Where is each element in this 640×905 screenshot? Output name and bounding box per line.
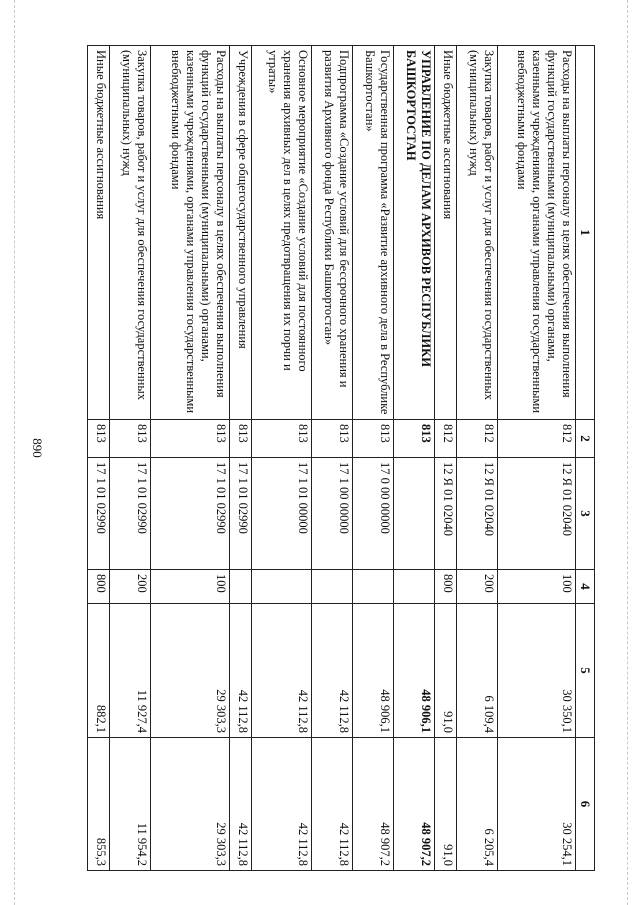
cell-ministry: 813 — [229, 420, 251, 458]
cell-ministry: 813 — [151, 420, 229, 458]
cell-vid: 200 — [457, 570, 498, 604]
cell-sum1: 29 303,3 — [151, 604, 229, 738]
cell-ministry: 813 — [311, 420, 352, 458]
table-row — [252, 46, 312, 871]
cell-ministry: 813 — [110, 420, 151, 458]
cell-sum1: 30 350,1 — [498, 604, 576, 738]
header-cell-vid: 4 — [576, 570, 595, 604]
cell-target: 12 Я 01 02040 — [434, 458, 456, 570]
cell-sum2: 48 907,2 — [352, 738, 393, 871]
cell-sum1: 42 112,8 — [311, 604, 352, 738]
cell-name: Учреждения в сфере общегосударственного управления — [229, 46, 251, 420]
cell-sum2: 48 907,2 — [393, 738, 434, 871]
header-cell-target: 3 — [576, 458, 595, 570]
cell-sum2: 42 112,8 — [311, 738, 352, 871]
cell-target — [393, 458, 434, 570]
cell-ministry: 813 — [393, 420, 434, 458]
table-row — [151, 46, 229, 871]
cell-name: Расходы на выплаты персоналу в целях обеспечения выполнения функций государственными (муниципальными) органами, казенными учреждениями, органами управления государственными внебюджетными фондами — [151, 46, 229, 420]
table-row — [498, 46, 576, 871]
cell-vid: 100 — [498, 570, 576, 604]
table-row — [352, 46, 393, 871]
cell-ministry: 813 — [352, 420, 393, 458]
cell-sum1: 48 906,1 — [393, 604, 434, 738]
cell-target: 17 0 00 00000 — [352, 458, 393, 570]
cell-name: УПРАВЛЕНИЕ ПО ДЕЛАМ АРХИВОВ РЕСПУБЛИКИ БАШКОРТОСТАН — [393, 46, 434, 420]
cell-sum1: 11 927,4 — [110, 604, 151, 738]
page-number: 890 — [30, 438, 45, 458]
cell-target: 17 1 01 02990 — [229, 458, 251, 570]
cell-sum1: 42 112,8 — [229, 604, 251, 738]
table-row — [229, 46, 251, 871]
table-row — [434, 46, 456, 871]
cell-vid — [252, 570, 312, 604]
budget-table — [87, 45, 595, 871]
table-row — [457, 46, 498, 871]
cell-target: 12 Я 01 02040 — [457, 458, 498, 570]
cell-vid — [311, 570, 352, 604]
cell-sum2: 42 112,8 — [229, 738, 251, 871]
cell-target: 17 1 01 02990 — [88, 458, 110, 570]
cell-sum1: 882,1 — [88, 604, 110, 738]
cell-vid — [229, 570, 251, 604]
cell-name: Государственная программа «Развитие архивного дела в Республике Башкортостан» — [352, 46, 393, 420]
cell-vid: 200 — [110, 570, 151, 604]
cell-ministry: 813 — [88, 420, 110, 458]
cell-sum2: 11 954,2 — [110, 738, 151, 871]
cell-target: 12 Я 01 02040 — [498, 458, 576, 570]
cell-target: 17 1 01 02990 — [110, 458, 151, 570]
cell-vid: 100 — [151, 570, 229, 604]
header-cell-sum2: 6 — [576, 738, 595, 871]
cell-sum2: 855,3 — [88, 738, 110, 871]
cell-name: Закупка товаров, работ и услуг для обеспечения государственных (муниципальных) нужд — [110, 46, 151, 420]
cell-vid — [352, 570, 393, 604]
cell-ministry: 812 — [457, 420, 498, 458]
cell-ministry: 813 — [252, 420, 312, 458]
cell-sum2: 42 112,8 — [252, 738, 312, 871]
cell-vid: 800 — [88, 570, 110, 604]
cell-sum2: 30 254,1 — [498, 738, 576, 871]
cell-target: 17 1 01 02990 — [151, 458, 229, 570]
cell-name: Закупка товаров, работ и услуг для обеспечения государственных (муниципальных) нужд — [457, 46, 498, 420]
cell-name: Иные бюджетные ассигнования — [434, 46, 456, 420]
table-body — [88, 46, 576, 871]
cell-name: Иные бюджетные ассигнования — [88, 46, 110, 420]
cell-vid: 800 — [434, 570, 456, 604]
cell-name: Подпрограмма «Создание условий для бессрочного хранения и развития Архивного фонда Республики Башкортостан» — [311, 46, 352, 420]
table-row — [88, 46, 110, 871]
header-row — [576, 46, 595, 871]
cell-sum2: 6 205,4 — [457, 738, 498, 871]
header-cell-ministry: 2 — [576, 420, 595, 458]
cell-sum2: 29 303,3 — [151, 738, 229, 871]
cell-name: Основное мероприятие «Создание условий для постоянного хранения архивных дел в целях предотвращения их порчи и утраты» — [252, 46, 312, 420]
cell-sum1: 42 112,8 — [252, 604, 312, 738]
header-cell-sum1: 5 — [576, 604, 595, 738]
cell-ministry: 812 — [498, 420, 576, 458]
scan-edge-left — [14, 0, 16, 905]
cell-sum2: 91,0 — [434, 738, 456, 871]
scan-edge-right — [627, 0, 629, 905]
cell-name: Расходы на выплаты персоналу в целях обеспечения выполнения функций государственными (муниципальными) органами, казенными учреждениями, органами управления государственными внебюджетными фондами — [498, 46, 576, 420]
table-row — [393, 46, 434, 871]
cell-target: 17 1 00 00000 — [311, 458, 352, 570]
rotated-table-area — [87, 45, 595, 870]
cell-vid — [393, 570, 434, 604]
cell-ministry: 812 — [434, 420, 456, 458]
table-row — [311, 46, 352, 871]
cell-sum1: 91,0 — [434, 604, 456, 738]
cell-sum1: 48 906,1 — [352, 604, 393, 738]
cell-target: 17 1 01 00000 — [252, 458, 312, 570]
cell-sum1: 6 109,4 — [457, 604, 498, 738]
table-row — [110, 46, 151, 871]
header-cell-name: 1 — [576, 46, 595, 420]
